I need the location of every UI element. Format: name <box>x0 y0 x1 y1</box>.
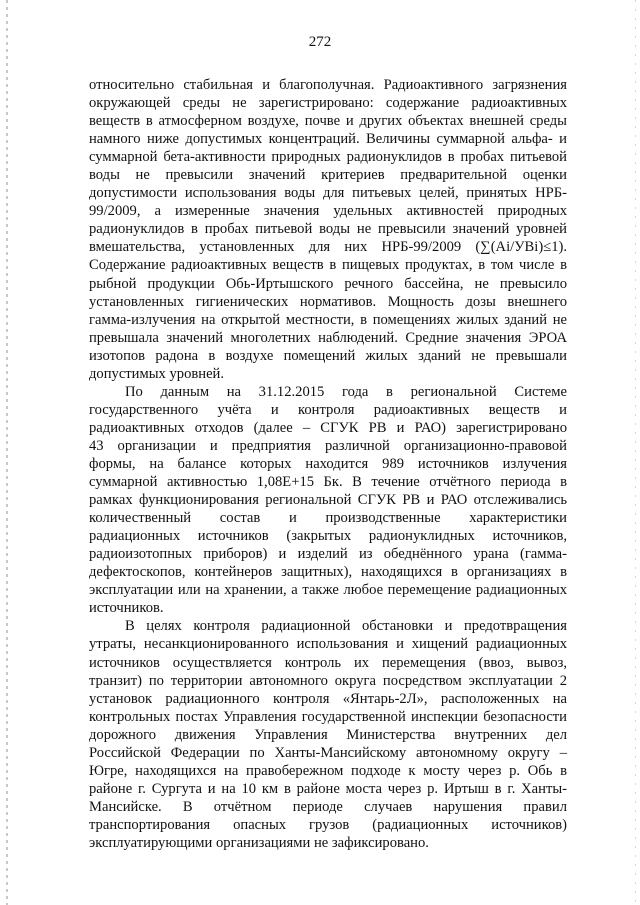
text-line: вмешательства, установленных для них НРБ-99/2009 (∑(Ai/УВi)≤1). <box>89 239 567 256</box>
text-line: источников осуществляется контроль их перемещения (ввоз, вывоз, <box>89 654 567 671</box>
text-line: транспортирования опасных грузов (радиационных источников) <box>89 816 567 833</box>
text-line: относительно стабильная и благополучная. Радиоактивного загрязнения <box>89 77 567 93</box>
text-line: источников. <box>89 600 164 617</box>
document-body <box>89 76 567 852</box>
text-line: дорожного движения Управления Министерства внутренних дел <box>89 726 567 743</box>
page-number: 272 <box>308 34 332 50</box>
scan-edge-right <box>635 0 636 905</box>
text-line: радиоактивных отходов (далее – СГУК РВ и РАО) зарегистрировано <box>89 419 567 436</box>
text-line: Мансийске. В отчётном периоде случаев нарушения правил <box>89 798 567 815</box>
text-line: количественный состав и производственные характеристики <box>89 510 567 527</box>
text-line: государственного учёта и контроля радиоактивных веществ и <box>89 401 567 418</box>
text-line: транзит) по территории автономного округа посредством эксплуатации 2 <box>89 672 567 689</box>
text-line: формы, на балансе которых находится 989 источников излучения <box>89 455 567 472</box>
text-line: Содержание радиоактивных веществ в пищевых продуктах, в том числе в <box>89 257 567 274</box>
text-line: веществ в атмосферном воздухе, почве и других объектах внешней среды <box>89 113 567 130</box>
text-line: радиоизотопных приборов) и изделий из обеднённого урана (гамма- <box>89 546 567 563</box>
text-line: установок радиационного контроля «Янтарь-2Л», расположенных на <box>89 690 567 707</box>
text-line: воды не превысили значений критериев предварительной оценки <box>89 167 567 184</box>
text-line: суммарной активностью 1,08Е+15 Бк. В течение отчётного периода в <box>89 474 567 491</box>
text-line: Югре, находящихся на правобережном подходе к мосту через р. Обь в <box>89 762 567 779</box>
text-line: гамма-излучения на открытой местности, в помещениях жилых зданий не <box>89 311 567 328</box>
text-line: рамках функционирования региональной СГУК РВ и РАО отслеживались <box>89 492 567 509</box>
text-line: контрольных постах Управления государственной инспекции безопасности <box>89 708 567 725</box>
text-line: суммарной бета-активности природных радионуклидов в пробах питьевой <box>89 149 567 166</box>
text-line: допустимости использования воды для питьевых целей, принятых НРБ- <box>89 185 567 202</box>
text-line: радионуклидов в пробах питьевой воды не превысили значений уровней <box>89 221 567 238</box>
text-line: установленных гигиенических нормативов. Мощность дозы внешнего <box>89 293 567 310</box>
text-line: эксплуатирующими организациями не зафиксировано. <box>89 834 429 851</box>
text-line: По данным на 31.12.2015 года в региональной Системе <box>125 383 567 400</box>
text-line: превышала значений многолетних наблюдений. Средние значения ЭРОА <box>89 329 567 346</box>
text-line: В целях контроля радиационной обстановки и предотвращения <box>125 618 567 635</box>
text-line: рыбной продукции Обь-Иртышского речного бассейна, не превысило <box>89 275 567 292</box>
scan-edge-left <box>6 0 8 905</box>
text-line: допустимых уровней. <box>89 365 225 382</box>
text-line: Российской Федерации по Ханты-Мансийскому автономному округу – <box>89 744 567 761</box>
text-line: 99/2009, а измеренные значения удельных активностей природных <box>89 203 567 220</box>
text-line: эксплуатации или на хранении, а также любое перемещение радиационных <box>89 582 567 599</box>
text-line: районе г. Сургута и на 10 км в районе моста через р. Иртыш в г. Ханты- <box>89 780 567 797</box>
text-line: 43 организации и предприятия различной организационно-правовой <box>89 437 567 454</box>
text-line: изотопов радона в воздухе помещений жилых зданий не превышали <box>89 347 567 364</box>
text-line: утраты, несанкционированного использования и хищений радиационных <box>89 636 567 653</box>
text-line: дефектоскопов, контейнеров защитных), находящихся в организациях в <box>89 564 567 581</box>
text-line: намного ниже допустимых концентраций. Величины суммарной альфа- и <box>89 131 567 148</box>
text-line: радиационных источников (закрытых радионуклидных источников, <box>89 528 567 545</box>
text-line: окружающей среды не зарегистрировано: содержание радиоактивных <box>89 95 567 112</box>
